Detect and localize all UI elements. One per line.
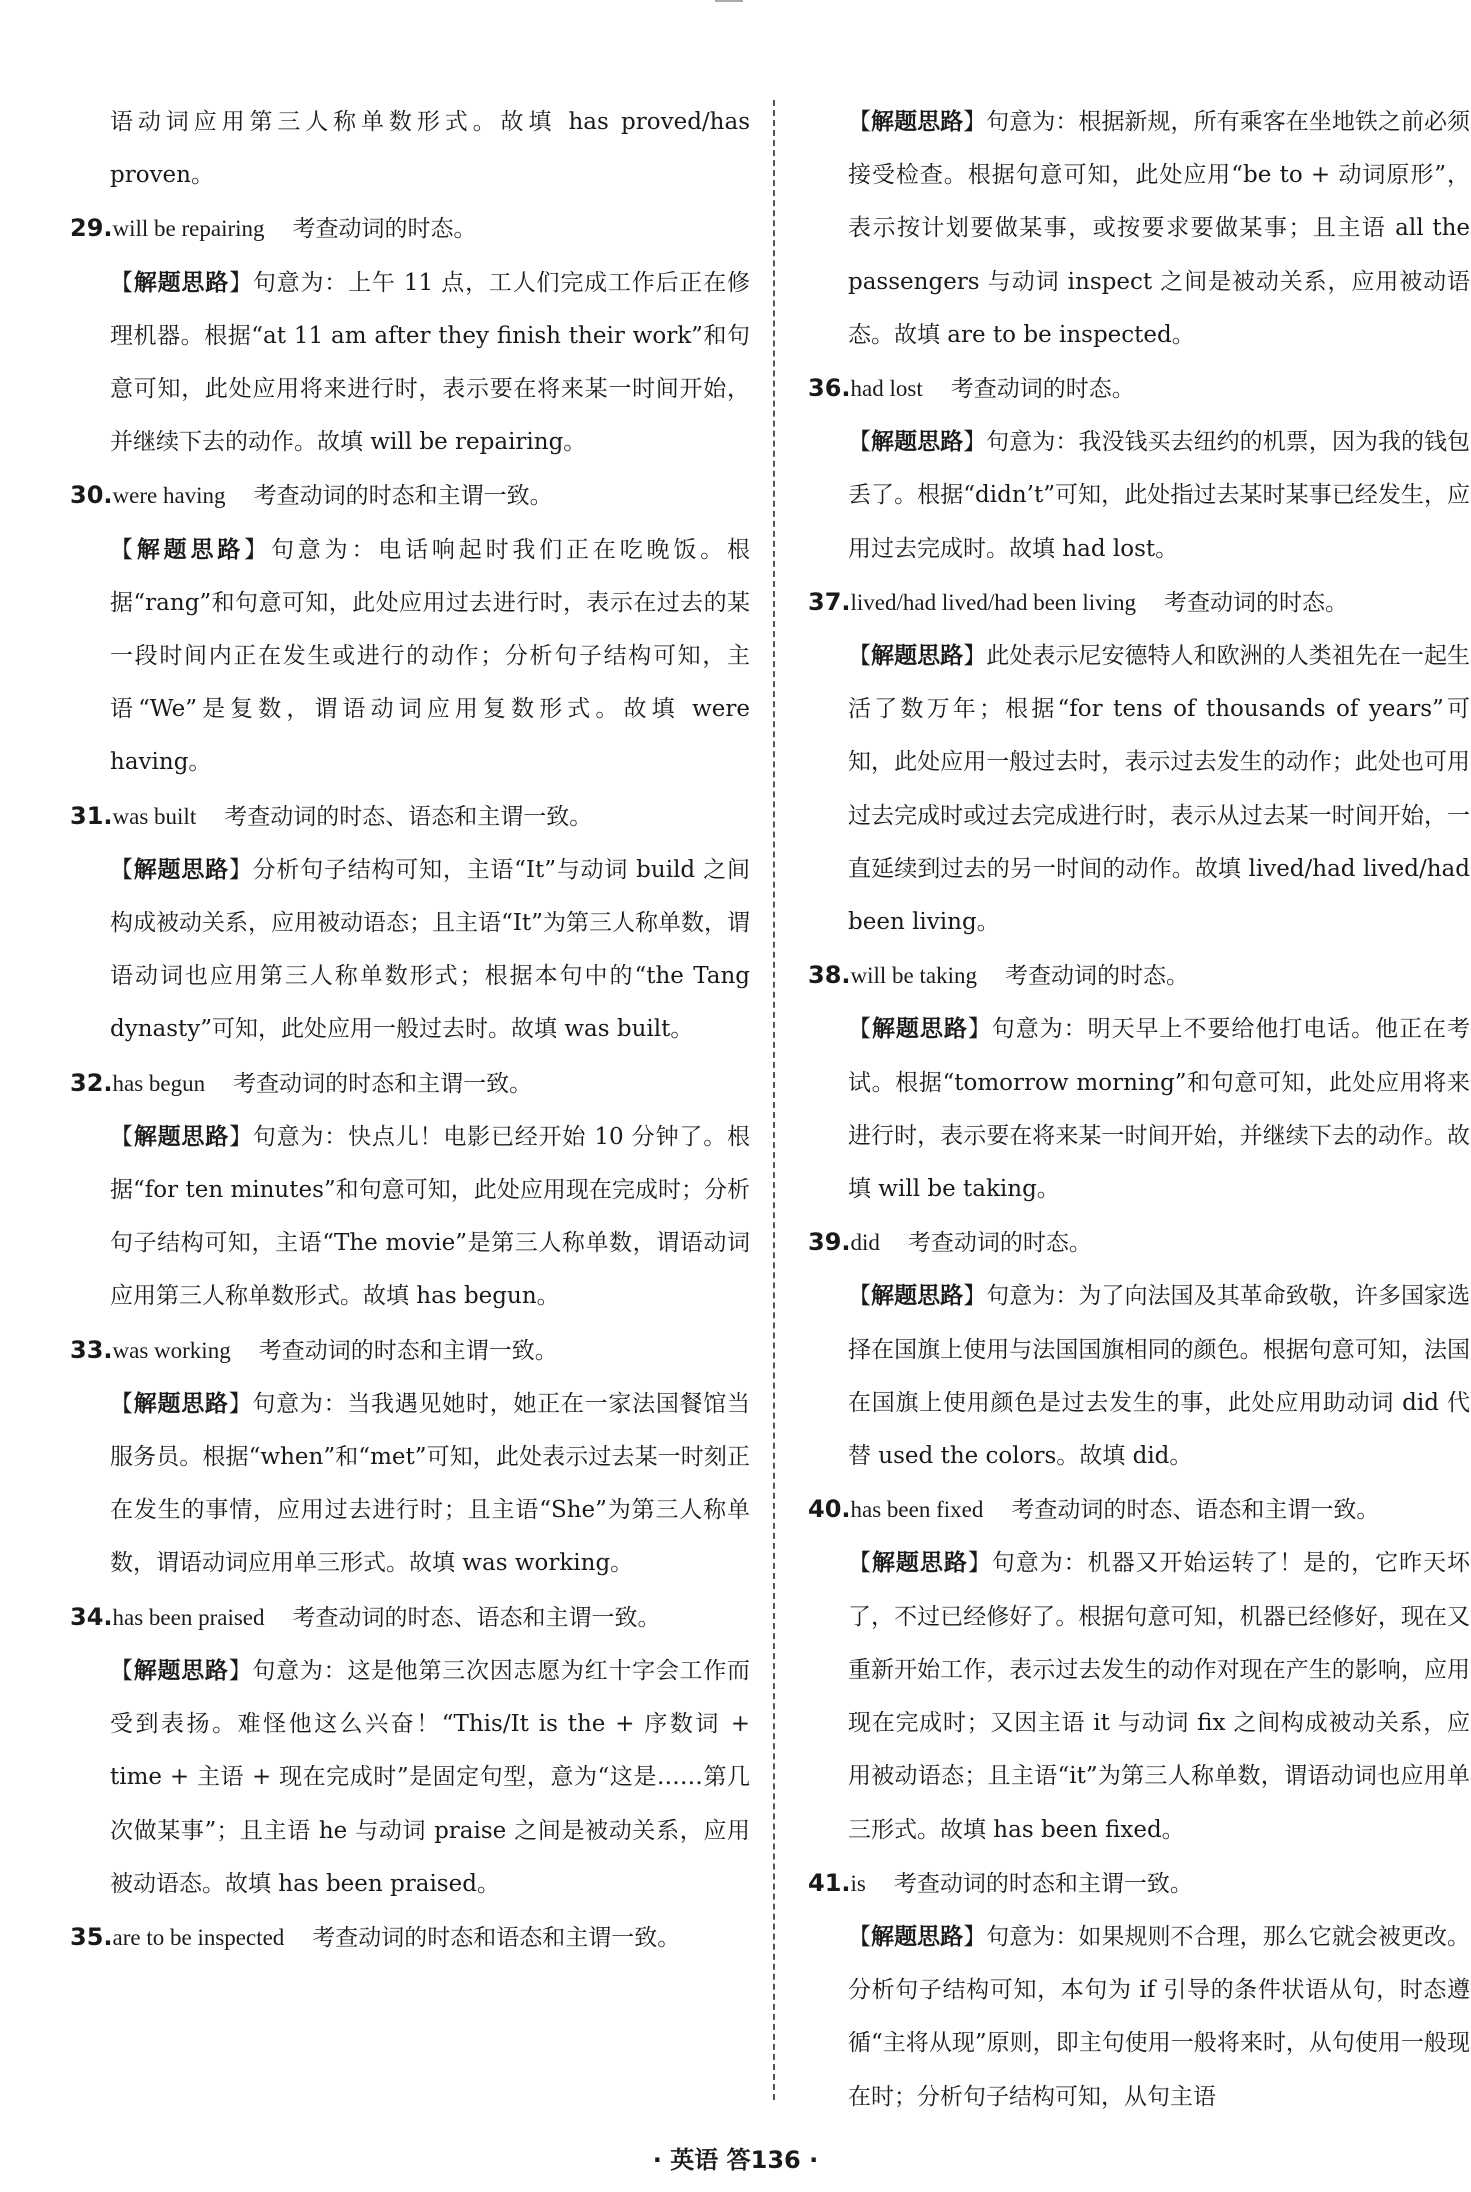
explanation-body: 分析句子结构可知，主语“It”与动词 build 之间构成被动关系，应用被动语态；且主语“It”为第三人称单数，谓语动词也应用第三人称单数形式；根据本句中的“the Tang dynasty”可知，此处应用一般过去时。故填 was built。 — [110, 856, 751, 1043]
explanation-label: 解题思路 — [871, 1283, 964, 1310]
explanation-text — [808, 630, 1470, 949]
explanation-label: 解题思路 — [133, 1657, 229, 1684]
question-item — [70, 469, 750, 789]
question-item — [70, 1057, 750, 1324]
explanation-label: 解题思路 — [871, 1550, 968, 1577]
bracket-open: 【 — [110, 269, 134, 296]
explanation-label: 解题思路 — [871, 109, 964, 135]
question-number: 37. — [808, 587, 851, 616]
question-topic: 考查动词的时态和主谓一致。 — [258, 1337, 558, 1364]
question-answer: was working — [112, 1337, 231, 1363]
page-footer: · 英语 答136 · — [652, 2146, 819, 2174]
explanation-text — [808, 416, 1470, 576]
question-topic: 考查动词的时态、语态和主谓一致。 — [292, 1604, 661, 1631]
explanation-text — [70, 1111, 750, 1324]
explanation-body: 句意为：机器又开始运转了！是的，它昨天坏了，不过已经修好了。根据句意可知，机器已经修好，现在又重新开始工作，表示过去发生的动作对现在产生的影响，应用现在完成时；又因主语 it 与动词 fix 之间构成被动关系，应用被动语态；且主语“it”为第三人称单数，谓语动词也应用单三形式。故填 has been fixed。 — [848, 1550, 1471, 1843]
question-header — [70, 202, 750, 256]
question-header — [70, 1591, 750, 1645]
question-number: 39. — [808, 1228, 851, 1257]
question-topic: 考查动词的时态。 — [292, 216, 477, 243]
explanation-body: 句意为：为了向法国及其革命致敬，许多国家选择在国旗上使用与法国国旗相同的颜色。根据句意可知，法国在国旗上使用颜色是过去发生的事，此处应用助动词 did 代替 used the colors。故填 did。 — [848, 1283, 1471, 1470]
explanation-label: 解题思路 — [133, 856, 229, 883]
bracket-close: 】 — [963, 1283, 987, 1310]
question-number: 33. — [70, 1335, 113, 1364]
question-header — [808, 949, 1470, 1003]
question-item — [808, 1216, 1470, 1483]
question-number: 36. — [808, 374, 851, 403]
explanation-text — [70, 844, 750, 1057]
question-topic: 考查动词的时态、语态和主谓一致。 — [224, 803, 593, 830]
explanation-label: 解题思路 — [871, 1923, 964, 1950]
question-item — [70, 1911, 750, 1965]
question-item — [70, 1591, 750, 1911]
explanation-text — [70, 257, 750, 470]
bracket-close: 】 — [228, 1390, 253, 1417]
explanation-body: 句意为：快点儿！电影已经开始 10 分钟了。根据“for ten minutes”和句意可知，此处应用现在完成时；分析句子结构可知，主语“The movie”是第三人称单数，谓语动词应用第三人称单数形式。故填 has begun。 — [110, 1123, 751, 1310]
question-topic: 考查动词的时态、语态和主谓一致。 — [1011, 1497, 1380, 1524]
question-header — [70, 1911, 750, 1965]
explanation-text — [808, 1003, 1470, 1216]
question-number: 30. — [70, 481, 113, 510]
bracket-open: 【 — [110, 856, 134, 883]
explanation-body: 句意为：明天早上不要给他打电话。他正在考试。根据“tomorrow morning”和句意可知，此处应用将来进行时，表示要在将来某一时间开始，并继续下去的动作。故填 will be taking。 — [848, 1016, 1471, 1203]
question-topic: 考查动词的时态。 — [1005, 963, 1189, 990]
question-topic: 考查动词的时态。 — [950, 376, 1135, 403]
explanation-body: 句意为：如果规则不合理，那么它就会被更改。分析句子结构可知，本句为 if 引导的条件状语从句，时态遵循“主将从现”原则，即主句使用一般将来时，从句使用一般现在时；分析句子结构可知，从句主语 — [848, 1923, 1471, 2110]
question-header — [808, 1857, 1470, 1911]
explanation-body: 句意为：这是他第三次因志愿为红十字会工作而受到表扬。难怪他这么兴奋！“This/It is the + 序数词 + time + 主语 + 现在完成时”是固定句型，意为“这是……第几次做某事”；且主语 he 与动词 praise 之间是被动关系，应用被动语态。故填 has been praised。 — [110, 1657, 751, 1897]
question-number: 34. — [70, 1602, 113, 1631]
bracket-open: 【 — [848, 1923, 872, 1950]
question-number: 32. — [70, 1068, 113, 1097]
question-header — [808, 1483, 1470, 1537]
question-item — [808, 96, 1470, 362]
bracket-open: 【 — [110, 1123, 134, 1150]
explanation-label: 解题思路 — [133, 1390, 229, 1417]
question-answer: has been praised — [112, 1604, 265, 1630]
bracket-close: 】 — [228, 856, 253, 883]
explanation-text — [808, 1537, 1470, 1856]
question-item — [70, 1324, 750, 1591]
question-answer: will be taking — [850, 963, 977, 989]
bracket-close: 】 — [228, 1657, 253, 1684]
explanation-body: 句意为：我没钱买去纽约的机票，因为我的钱包丢了。根据“didn’t”可知，此处指过去某时某事已经发生，应用过去完成时。故填 had lost。 — [848, 429, 1471, 562]
explanation-body: 此处表示尼安德特人和欧洲的人类祖先在一起生活了数万年；根据“for tens of thousands of years”可知，此处应用一般过去时，表示过去发生的动作；此处也可用过去完成时或过去完成进行时，表示从过去某一时间开始，一直延续到过去的另一时间的动作。故填 lived/had lived/had been living。 — [848, 643, 1471, 936]
question-item — [808, 1857, 1470, 2124]
bracket-open: 【 — [110, 1657, 134, 1684]
left-column — [70, 96, 750, 1965]
bracket-open: 【 — [848, 1550, 872, 1577]
explanation-label: 解题思路 — [136, 536, 245, 563]
right-column — [808, 96, 1470, 2124]
question-header — [70, 1057, 750, 1111]
question-item — [808, 576, 1470, 949]
question-answer: had lost — [850, 376, 923, 402]
explanation-label: 解题思路 — [133, 269, 230, 296]
explanation-text — [808, 96, 1470, 362]
question-topic: 考查动词的时态。 — [1164, 589, 1349, 616]
question-number: 38. — [808, 961, 851, 990]
column-divider — [773, 100, 775, 2100]
explanation-body: 句意为：当我遇见她时，她正在一家法国餐馆当服务员。根据“when”和“met”可知，此处表示过去某一时刻正在发生的事情，应用过去进行时；且主语“She”为第三人称单数，谓语动词应用单三形式。故填 was working。 — [110, 1390, 751, 1577]
question-answer: are to be inspected — [112, 1924, 285, 1950]
question-item — [808, 949, 1470, 1216]
explanation-label: 解题思路 — [871, 643, 964, 670]
bracket-close: 】 — [229, 1123, 253, 1150]
question-header — [808, 576, 1470, 630]
question-answer: has begun — [112, 1070, 206, 1096]
explanation-text — [808, 1270, 1470, 1483]
continued-text: 语动词应用第三人称单数形式。故填 has proved/has proven。 — [110, 109, 750, 189]
question-header — [70, 1324, 750, 1378]
question-number: 35. — [70, 1922, 113, 1951]
question-answer: was built — [112, 803, 197, 829]
question-number: 29. — [70, 214, 113, 243]
question-item — [808, 1483, 1470, 1856]
question-topic: 考查动词的时态和主谓一致。 — [893, 1870, 1193, 1897]
bracket-close: 】 — [963, 643, 987, 670]
explanation-body: 句意为：上午 11 点，工人们完成工作后正在修理机器。根据“at 11 am after they finish their work”和句意可知，此处应用将来进行时，表示要在将来某一时间开始，并继续下去的动作。故填 will be repairing。 — [110, 269, 751, 456]
explanation-text — [70, 1645, 750, 1911]
explanation-text — [70, 524, 750, 790]
explanation-body: 句意为：电话响起时我们正在吃晚饭。根据“rang”和句意可知，此处应用过去进行时，表示在过去的某一段时间内正在发生或进行的动作；分析句子结构可知，主语“We”是复数，谓语动词应用复数形式。故填 were having。 — [110, 536, 751, 776]
explanation-body: 句意为：根据新规，所有乘客在坐地铁之前必须接受检查。根据句意可知，此处应用“be to + 动词原形”，表示按计划要做某事，或按要求要做某事；且主语 all the passengers 与动词 inspect 之间是被动关系，应用被动语态。故填 are to be inspected。 — [848, 109, 1471, 348]
question-topic: 考查动词的时态和语态和主谓一致。 — [312, 1924, 681, 1951]
bracket-open: 【 — [848, 1283, 872, 1310]
question-answer: were having — [112, 483, 226, 509]
question-topic: 考查动词的时态。 — [907, 1230, 1092, 1257]
question-topic: 考查动词的时态和主谓一致。 — [233, 1070, 533, 1097]
bracket-close: 】 — [244, 536, 271, 563]
explanation-label: 解题思路 — [133, 1123, 230, 1150]
question-number: 40. — [808, 1495, 851, 1524]
question-item — [70, 790, 750, 1057]
bracket-close: 】 — [229, 269, 253, 296]
top-mark — [715, 0, 743, 8]
explanation-label: 解题思路 — [871, 429, 964, 456]
question-header — [70, 469, 750, 523]
bracket-open: 【 — [110, 536, 137, 563]
question-answer: has been fixed — [850, 1497, 984, 1523]
bracket-close: 】 — [963, 1923, 987, 1950]
question-answer: did — [850, 1230, 880, 1256]
bracket-open: 【 — [848, 109, 872, 135]
question-answer: will be repairing — [112, 216, 265, 242]
left-question-list — [70, 202, 750, 1965]
bracket-close: 】 — [967, 1550, 992, 1577]
question-header — [70, 790, 750, 844]
bracket-open: 【 — [110, 1390, 134, 1417]
question-topic: 考查动词的时态和主谓一致。 — [253, 483, 553, 510]
question-number: 31. — [70, 801, 113, 830]
right-question-list — [808, 96, 1470, 2124]
question-item — [808, 362, 1470, 576]
bracket-open: 【 — [848, 429, 872, 456]
question-item — [70, 202, 750, 469]
question-header — [808, 1216, 1470, 1270]
explanation-text — [808, 1911, 1470, 2124]
question-header — [808, 362, 1470, 416]
question-answer: is — [850, 1870, 866, 1896]
question-answer: lived/had lived/had been living — [850, 589, 1137, 615]
explanation-label: 解题思路 — [871, 1016, 968, 1043]
explanation-text — [70, 1378, 750, 1591]
bracket-close: 】 — [963, 109, 987, 135]
question-number: 41. — [808, 1868, 851, 1897]
bracket-close: 】 — [963, 429, 987, 456]
bracket-open: 【 — [848, 1016, 872, 1043]
bracket-open: 【 — [848, 643, 872, 670]
bracket-close: 】 — [967, 1016, 992, 1043]
